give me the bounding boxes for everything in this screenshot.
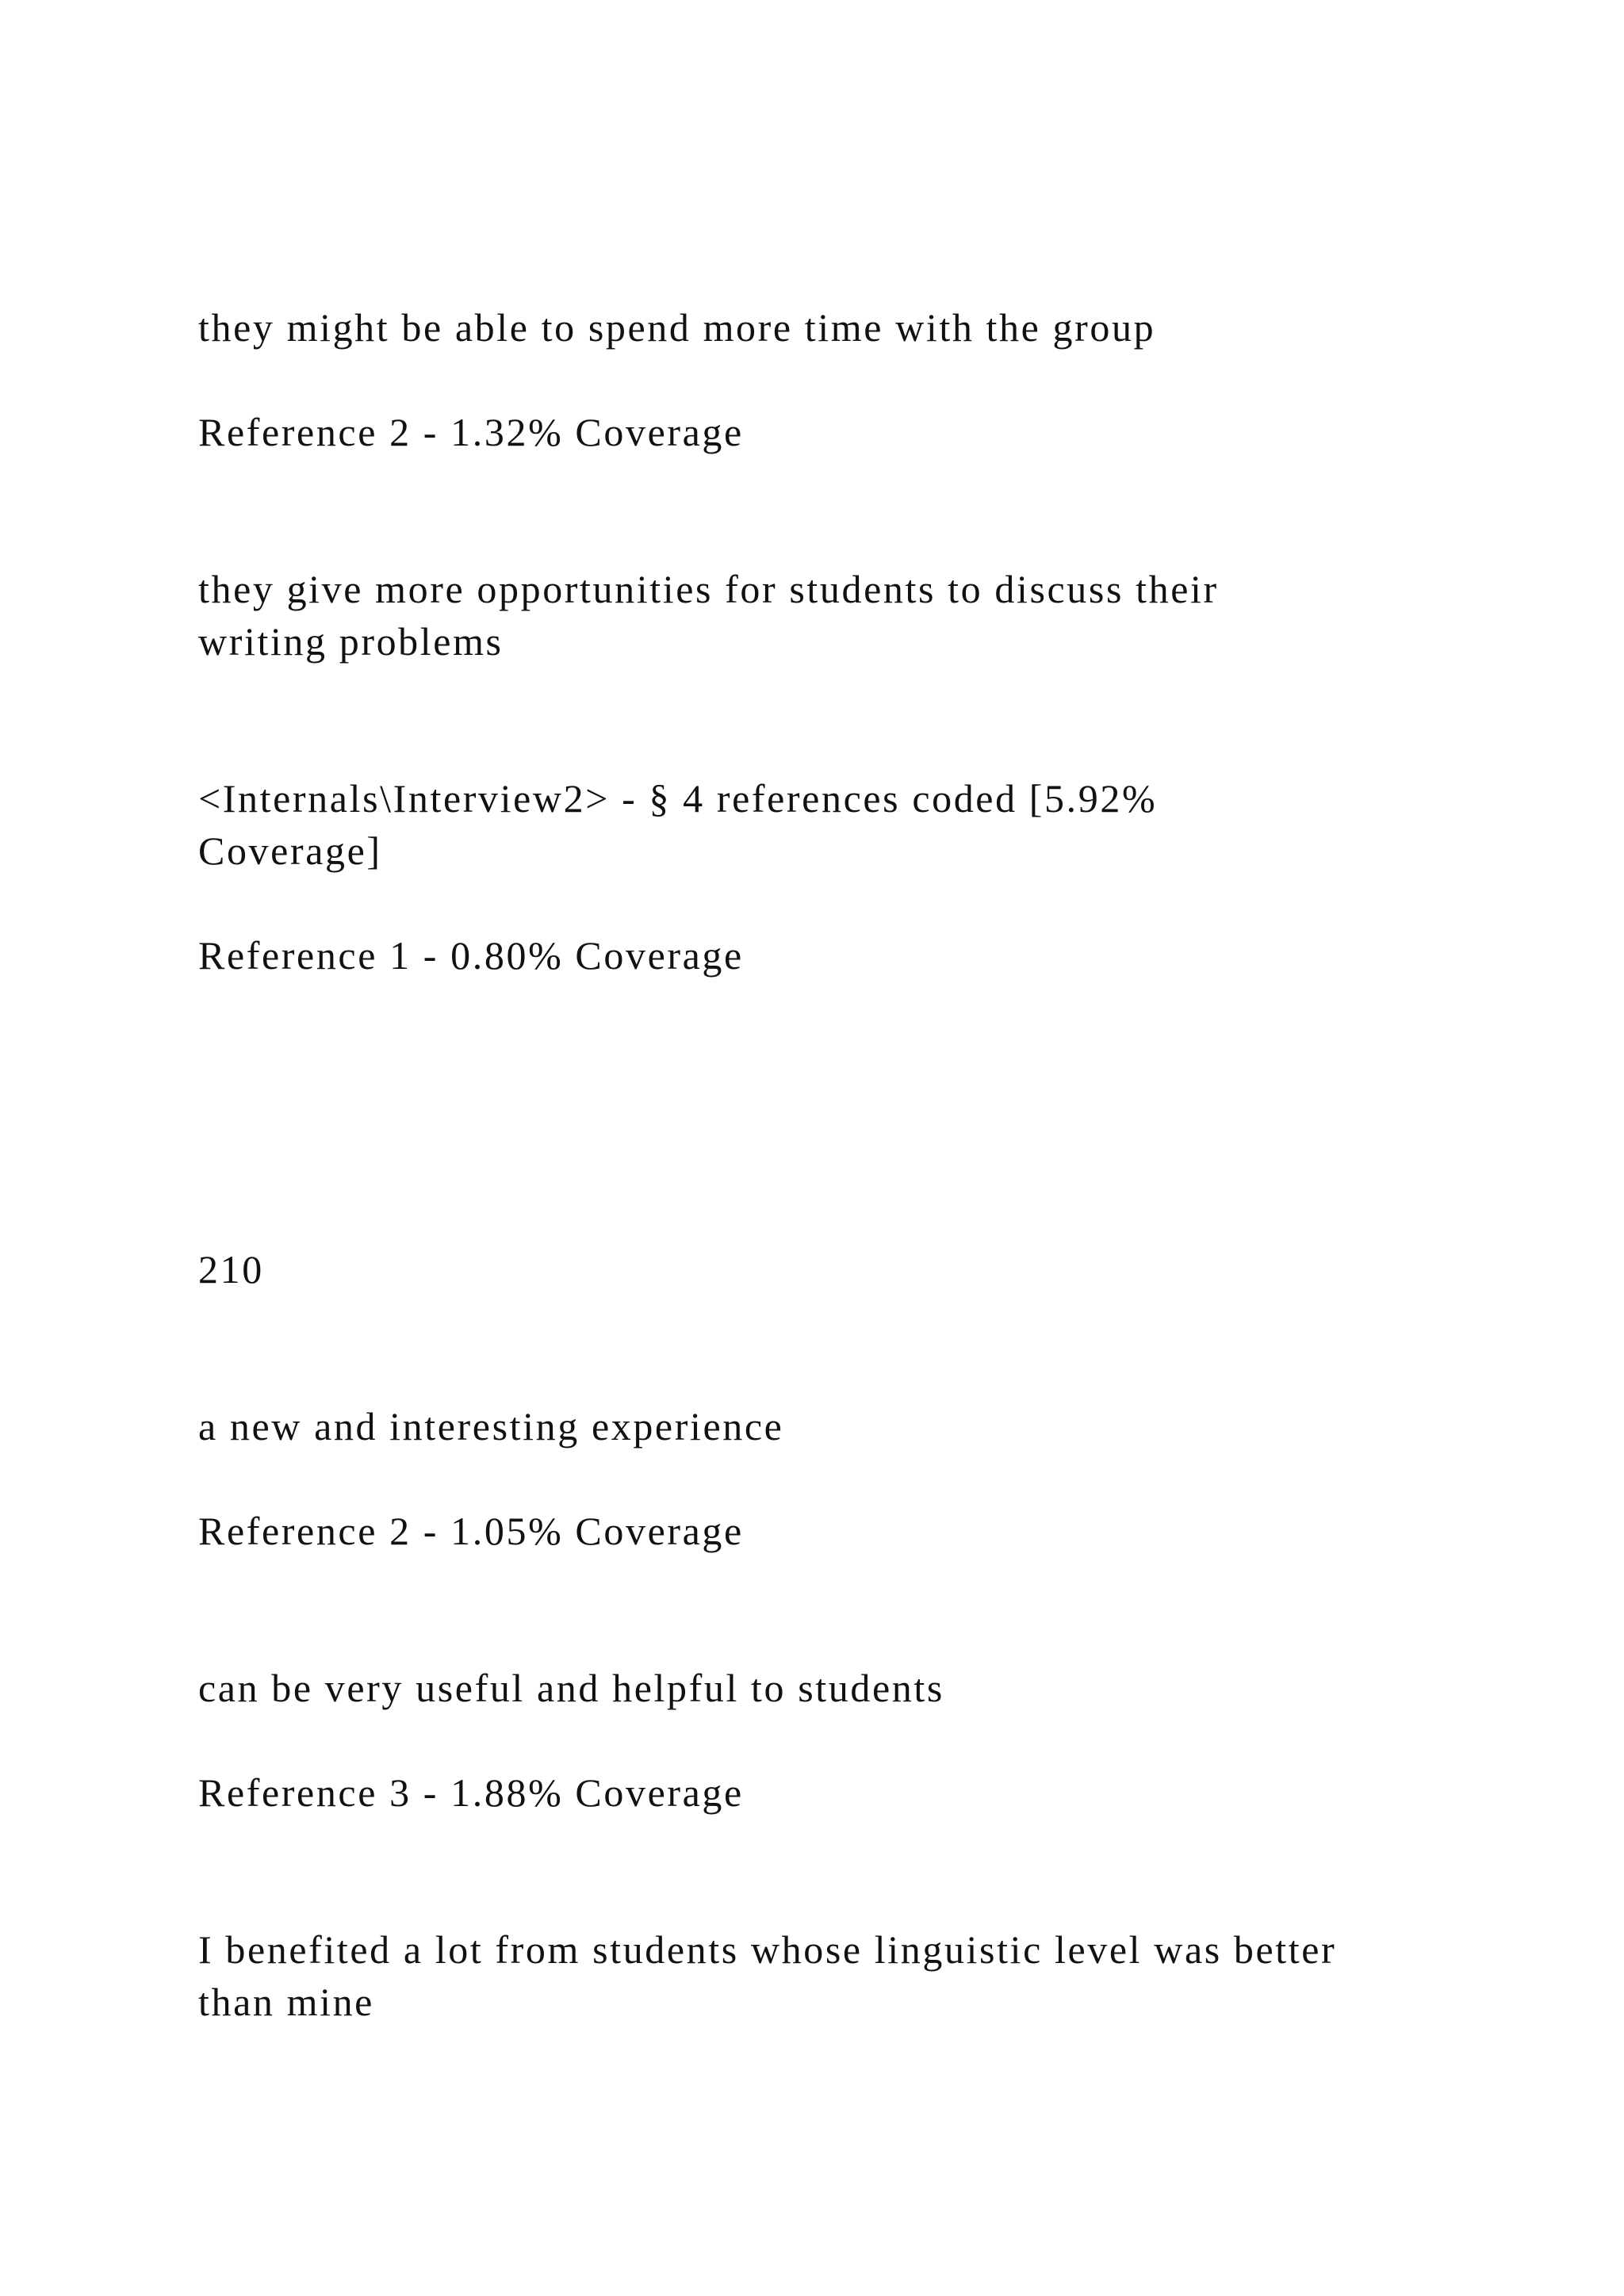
text-line: than mine	[198, 1980, 374, 2024]
reference-heading: Reference 2 - 1.05% Coverage	[198, 1509, 744, 1553]
text-line: they might be able to spend more time with the group	[198, 305, 1156, 350]
text-line: writing problems	[198, 619, 504, 664]
page-number: 210	[198, 1247, 264, 1292]
internals-heading: <Internals\Interview2> - § 4 references coded [5.92%	[198, 776, 1158, 821]
text-line: they give more opportunities for students to discuss their	[198, 567, 1219, 611]
reference-heading: Reference 1 - 0.80% Coverage	[198, 933, 744, 978]
text-line: a new and interesting experience	[198, 1404, 784, 1448]
text-line: can be very useful and helpful to students	[198, 1666, 944, 1710]
internals-heading-continued: Coverage]	[198, 828, 382, 873]
text-line: I benefited a lot from students whose linguistic level was better	[198, 1927, 1337, 1972]
reference-heading: Reference 3 - 1.88% Coverage	[198, 1770, 744, 1815]
reference-heading: Reference 2 - 1.32% Coverage	[198, 410, 744, 454]
